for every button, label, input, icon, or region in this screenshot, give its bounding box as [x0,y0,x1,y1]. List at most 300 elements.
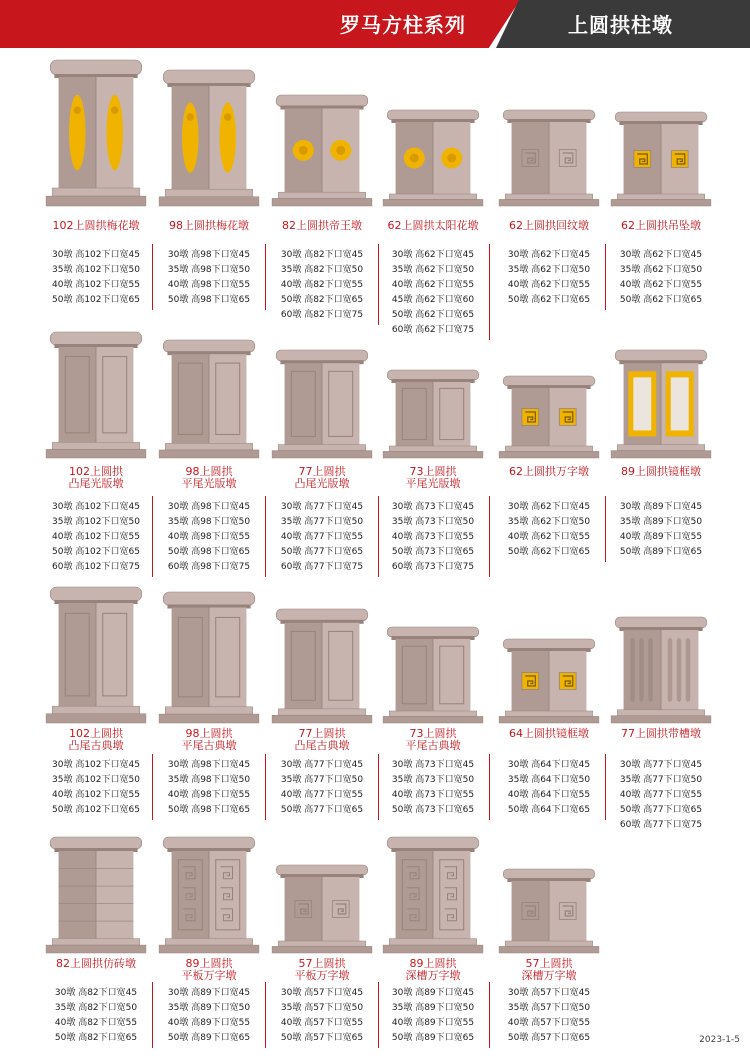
pillar-plinth-top [389,711,476,716]
spec-line: 35墩 高73下口宽50 [391,775,475,785]
spec-line: 35墩 高82下口宽50 [280,265,364,275]
product-name: 64上圆拱镜框墩 [509,727,589,740]
pillar-plinth-top [165,939,252,945]
pillar-plinth-top [505,446,592,451]
flute-groove [639,638,643,702]
spec-line: 30墩 高62下口宽45 [619,250,703,260]
pillar-plinth [611,451,711,458]
product-spec-list [266,758,378,818]
pillar-cap [615,112,707,122]
spec-line: 50墩 高64下口宽65 [507,805,591,815]
pillar-plinth-top [52,188,139,196]
product-name: 102上圆拱 凸尾光版墩 [68,465,124,490]
pillar-plinth [611,199,711,206]
pillar-plinth [46,945,146,953]
pillar-plinth [383,716,483,723]
pillar-cap [276,95,368,107]
spec-line: 40墩 高77下口宽55 [619,790,703,800]
spec-line: 60墩 高98下口宽75 [167,562,251,572]
gold-flower-ornament [106,95,122,170]
spec-line: 30墩 高62下口宽45 [507,502,591,512]
spec-line: 40墩 高102下口宽55 [52,532,140,542]
spec-line: 30墩 高62下口宽45 [507,250,591,260]
pillar-plinth [46,449,146,458]
pillar-plinth-top [278,709,365,715]
product-spec-list [153,758,265,818]
product-spec-list [40,500,152,575]
pillar-illustration [381,625,485,725]
product-name: 77上圆拱 凸尾光版墩 [294,465,350,490]
pillar-drawing [46,60,146,206]
spec-line: 50墩 高57下口宽65 [280,1033,364,1043]
spec-line: 50墩 高89下口宽65 [619,547,703,557]
spec-line: 40墩 高62下口宽55 [619,280,703,290]
pillar-plinth-top [389,194,476,199]
pillar-plinth-top [505,941,592,946]
product-image [605,110,717,208]
gold-flower-bud [187,113,194,120]
pillar-drawing [499,639,599,723]
spec-line: 50墩 高82下口宽65 [280,295,364,305]
pillar-illustration [497,374,601,460]
pillar-plinth [611,716,711,723]
spec-line: 40墩 高73下口宽55 [391,790,475,800]
product-name: 98上圆拱 平尾光版墩 [181,465,237,490]
spec-line: 50墩 高62下口宽65 [507,295,591,305]
product-spec-list [153,500,265,575]
product-image [40,585,152,725]
pillar-face-left [285,363,322,444]
spec-line: 30墩 高82下口宽45 [280,250,364,260]
spec-line: 30墩 高73下口宽45 [391,760,475,770]
product-image [40,330,152,460]
spec-line: 40墩 高77下口宽55 [280,532,364,542]
pillar-cap [50,837,142,849]
spec-line: 35墩 高64下口宽50 [507,775,591,785]
spec-line: 35墩 高62下口宽50 [619,265,703,275]
spec-line: 35墩 高89下口宽50 [391,1003,475,1013]
series-title: 罗马方柱系列 [340,13,466,37]
product-spec-list [493,248,605,308]
column-divider [489,982,490,1048]
product-spec-list [153,248,265,308]
spec-line: 30墩 高82下口宽45 [54,988,138,998]
column-divider [489,244,490,340]
pillar-plinth-top [505,194,592,199]
flute-groove [677,638,681,702]
pillar-face-right [96,347,133,442]
spec-line: 30墩 高57下口宽45 [507,988,591,998]
gold-medallion-center [336,146,345,155]
pillar-cap [276,609,368,621]
product-spec-list [40,986,152,1046]
pillar-plinth [159,450,259,458]
spec-line: 30墩 高98下口宽45 [167,250,251,260]
pillar-illustration [44,585,148,725]
spec-line: 50墩 高82下口宽65 [54,1033,138,1043]
flute-groove [668,638,672,702]
pillar-drawing [159,837,259,953]
pillar-cap [503,639,595,649]
pillar-plinth [499,946,599,953]
pillar-face-right [433,851,470,939]
spec-line: 30墩 高77下口宽45 [280,760,364,770]
spec-line: 40墩 高62下口宽55 [507,280,591,290]
pillar-face-right [96,851,133,939]
pillar-illustration [497,108,601,208]
gold-flower-bud [111,107,118,114]
date-stamp: 2023-1-5 [699,1035,740,1045]
pillar-plinth [383,945,483,953]
spec-line: 60墩 高77下口宽75 [280,562,364,572]
product-image [377,108,489,208]
column-divider [489,754,490,820]
pillar-drawing [159,340,259,458]
spec-line: 30墩 高89下口宽45 [167,988,251,998]
product-image [493,867,605,955]
flute-groove [686,638,690,702]
spec-line: 50墩 高102下口宽65 [52,295,140,305]
product-spec-list [493,500,605,560]
spec-line: 30墩 高102下口宽45 [52,502,140,512]
pillar-face-right [322,363,359,444]
spec-line: 40墩 高77下口宽55 [280,790,364,800]
spec-line: 40墩 高73下口宽55 [391,532,475,542]
product-spec-list [605,500,717,560]
spec-line: 35墩 高62下口宽50 [507,265,591,275]
pillar-face-left [59,851,96,939]
spec-line: 40墩 高82下口宽55 [280,280,364,290]
pillar-plinth [499,716,599,723]
product-name: 57上圆拱 平板万字墩 [294,957,350,982]
product-image [493,108,605,208]
product-name: 89上圆拱 平板万字墩 [181,957,237,982]
product-spec-list [377,248,489,338]
product-spec-list [605,758,717,833]
spec-line: 50墩 高77下口宽65 [280,547,364,557]
pillar-plinth-top [52,939,139,945]
pillar-drawing [611,617,711,723]
spec-line: 35墩 高73下口宽50 [391,517,475,527]
pillar-face-right [209,851,246,939]
product-spec-list [493,986,605,1046]
spec-line: 40墩 高89下口宽55 [619,532,703,542]
product-spec-list [153,986,265,1046]
spec-line: 40墩 高57下口宽55 [280,1018,364,1028]
spec-line: 40墩 高82下口宽55 [54,1018,138,1028]
spec-line: 35墩 高102下口宽50 [52,265,140,275]
pillar-drawing [272,865,372,953]
spec-line: 40墩 高98下口宽55 [167,532,251,542]
product-name: 73上圆拱 平尾古典墩 [405,727,461,752]
pillar-cap [387,837,479,849]
flute-groove [648,638,652,702]
pillar-face-right [96,603,133,706]
pillar-face-right [433,639,470,711]
pillar-cap [163,592,255,606]
pillar-cap [276,350,368,361]
product-spec-list [40,248,152,308]
product-name: 82上圆拱帝王墩 [282,219,362,232]
product-image [266,348,378,460]
product-image [377,625,489,725]
pillar-plinth [159,945,259,953]
spec-line: 35墩 高82下口宽50 [54,1003,138,1013]
product-name: 62上圆拱回纹墩 [509,219,589,232]
pillar-illustration [381,368,485,460]
pillar-plinth [383,199,483,206]
spec-line: 50墩 高62下口宽65 [619,295,703,305]
pillar-drawing [272,609,372,723]
product-name: 98上圆拱 平尾古典墩 [181,727,237,752]
pillar-face-left [172,354,209,443]
spec-line: 30墩 高64下口宽45 [507,760,591,770]
pillar-plinth-top [617,710,704,716]
spec-line: 30墩 高102下口宽45 [52,760,140,770]
product-image [153,835,265,955]
category-title: 上圆拱柱墩 [568,13,673,37]
pillar-plinth [272,946,372,953]
pillar-face-left [59,603,96,706]
pillar-plinth [272,198,372,206]
pillar-plinth-top [617,194,704,199]
pillar-drawing [272,350,372,458]
spec-line: 35墩 高57下口宽50 [280,1003,364,1013]
pillar-plinth-top [617,445,704,451]
pillar-plinth [159,714,259,723]
pillar-drawing [272,95,372,206]
spec-line: 35墩 高102下口宽50 [52,775,140,785]
flute-groove [630,638,634,702]
pillar-illustration [157,338,261,460]
spec-line: 50墩 高98下口宽65 [167,547,251,557]
frame-inner-panel [671,377,689,430]
pillar-illustration [44,330,148,460]
product-image [153,338,265,460]
pillar-plinth-top [52,442,139,449]
pillar-face-left [396,382,433,446]
product-image [493,374,605,460]
pillar-cap [387,370,479,380]
pillar-face-left [59,347,96,442]
spec-line: 35墩 高102下口宽50 [52,517,140,527]
pillar-drawing [383,110,483,206]
spec-line: 40墩 高98下口宽55 [167,280,251,290]
product-name: 102上圆拱 凸尾古典墩 [68,727,124,752]
pillar-plinth-top [278,445,365,451]
spec-line: 60墩 高73下口宽75 [391,562,475,572]
pillar-plinth [272,451,372,458]
product-name: 98上圆拱梅花墩 [169,219,249,232]
product-spec-list [377,500,489,575]
spec-line: 40墩 高64下口宽55 [507,790,591,800]
pillar-face-right [433,382,470,446]
pillar-plinth-top [389,939,476,945]
pillar-cap [276,865,368,875]
product-name: 77上圆拱带槽墩 [621,727,701,740]
spec-line: 60墩 高82下口宽75 [280,310,364,320]
pillar-drawing [46,837,146,953]
spec-line: 35墩 高98下口宽50 [167,265,251,275]
product-image [266,93,378,208]
pillar-illustration [157,68,261,208]
frame-inner-panel [633,377,651,430]
product-spec-list [493,758,605,818]
product-name: 62上圆拱吊坠墩 [621,219,701,232]
pillar-drawing [46,332,146,458]
pillar-plinth [272,715,372,723]
product-image [377,835,489,955]
pillar-plinth-top [165,443,252,450]
spec-line: 45墩 高62下口宽60 [391,295,475,305]
spec-line: 40墩 高102下口宽55 [52,280,140,290]
spec-line: 35墩 高98下口宽50 [167,775,251,785]
pillar-plinth [46,196,146,206]
pillar-cap [615,350,707,361]
spec-line: 40墩 高89下口宽55 [167,1018,251,1028]
gold-medallion-center [447,154,456,163]
pillar-plinth-top [278,192,365,198]
product-image [266,607,378,725]
spec-line: 50墩 高77下口宽65 [619,805,703,815]
spec-line: 30墩 高89下口宽45 [619,502,703,512]
pillar-illustration [381,835,485,955]
pillar-plinth-top [52,706,139,714]
pillar-drawing [383,370,483,458]
product-spec-list [266,986,378,1046]
spec-line: 60墩 高102下口宽75 [52,562,140,572]
product-name: 102上圆拱梅花墩 [52,219,140,232]
pillar-cap [50,587,142,601]
pillar-cap [163,837,255,849]
spec-line: 50墩 高98下口宽65 [167,805,251,815]
spec-line: 35墩 高77下口宽50 [619,775,703,785]
spec-line: 35墩 高98下口宽50 [167,517,251,527]
product-spec-list [377,758,489,818]
spec-line: 60墩 高77下口宽75 [619,820,703,830]
pillar-drawing [159,592,259,723]
product-spec-list [266,500,378,575]
spec-line: 30墩 高62下口宽45 [391,250,475,260]
pillar-drawing [383,837,483,953]
pillar-face-left [285,623,322,709]
spec-line: 35墩 高62下口宽50 [507,517,591,527]
spec-line: 50墩 高98下口宽65 [167,295,251,305]
pillar-cap [503,376,595,386]
product-image [40,58,152,208]
product-spec-list [605,248,717,308]
pillar-cap [50,332,142,345]
pillar-illustration [157,590,261,725]
spec-line: 35墩 高89下口宽50 [167,1003,251,1013]
product-image [605,348,717,460]
spec-line: 40墩 高62下口宽55 [391,280,475,290]
pillar-cap [387,110,479,120]
pillar-face-left [396,851,433,939]
spec-line: 40墩 高89下口宽55 [391,1018,475,1028]
product-name: 77上圆拱 凸尾古典墩 [294,727,350,752]
pillar-drawing [159,70,259,206]
pillar-plinth-top [278,941,365,946]
pillar-illustration [609,110,713,208]
pillar-face-right [209,608,246,707]
spec-line: 50墩 高89下口宽65 [167,1033,251,1043]
spec-line: 35墩 高77下口宽50 [280,775,364,785]
pillar-illustration [497,637,601,725]
spec-line: 30墩 高98下口宽45 [167,502,251,512]
product-name: 82上圆拱仿砖墩 [56,957,136,970]
pillar-plinth [499,451,599,458]
spec-line: 40墩 高62下口宽55 [507,532,591,542]
spec-line: 50墩 高62下口宽65 [391,310,475,320]
spec-line: 35墩 高77下口宽50 [280,517,364,527]
product-name: 89上圆拱 深槽万字墩 [405,957,461,982]
pillar-cap [503,869,595,879]
spec-line: 60墩 高62下口宽75 [391,325,475,335]
spec-line: 50墩 高102下口宽65 [52,805,140,815]
spec-line: 30墩 高89下口宽45 [391,988,475,998]
pillar-plinth-top [505,711,592,716]
product-name: 62上圆拱万字墩 [509,465,589,478]
pillar-plinth-top [389,446,476,451]
spec-line: 50墩 高73下口宽65 [391,805,475,815]
spec-line: 35墩 高62下口宽50 [391,265,475,275]
pillar-face-right [209,354,246,443]
pillar-illustration [44,58,148,208]
pillar-plinth [46,714,146,723]
spec-line: 50墩 高62下口宽65 [507,547,591,557]
gold-medallion-center [299,146,308,155]
product-name: 89上圆拱镜框墩 [621,465,701,478]
spec-line: 30墩 高73下口宽45 [391,502,475,512]
product-spec-list [266,248,378,323]
spec-line: 30墩 高98下口宽45 [167,760,251,770]
gold-flower-ornament [182,103,198,173]
pillar-drawing [611,112,711,206]
gold-flower-ornament [69,95,85,170]
product-image [605,615,717,725]
spec-line: 40墩 高57下口宽55 [507,1018,591,1028]
pillar-illustration [270,348,374,460]
pillar-face-right [322,623,359,709]
product-image [153,590,265,725]
pillar-cap [163,70,255,84]
spec-line: 40墩 高102下口宽55 [52,790,140,800]
gold-medallion-center [410,154,419,163]
product-name: 73上圆拱 平尾光版墩 [405,465,461,490]
column-divider [489,496,490,577]
pillar-face-left [172,608,209,707]
pillar-illustration [270,93,374,208]
pillar-illustration [381,108,485,208]
pillar-drawing [383,627,483,723]
pillar-illustration [497,867,601,955]
pillar-cap [50,60,142,75]
product-spec-list [377,986,489,1046]
pillar-drawing [499,376,599,458]
pillar-plinth-top [165,707,252,714]
spec-line: 35墩 高89下口宽50 [619,517,703,527]
pillar-illustration [44,835,148,955]
pillar-cap [503,110,595,120]
pillar-drawing [499,869,599,953]
pillar-plinth [499,199,599,206]
pillar-drawing [46,587,146,723]
spec-line: 40墩 高98下口宽55 [167,790,251,800]
product-image [153,68,265,208]
pillar-face-left [396,639,433,711]
spec-line: 30墩 高102下口宽45 [52,250,140,260]
